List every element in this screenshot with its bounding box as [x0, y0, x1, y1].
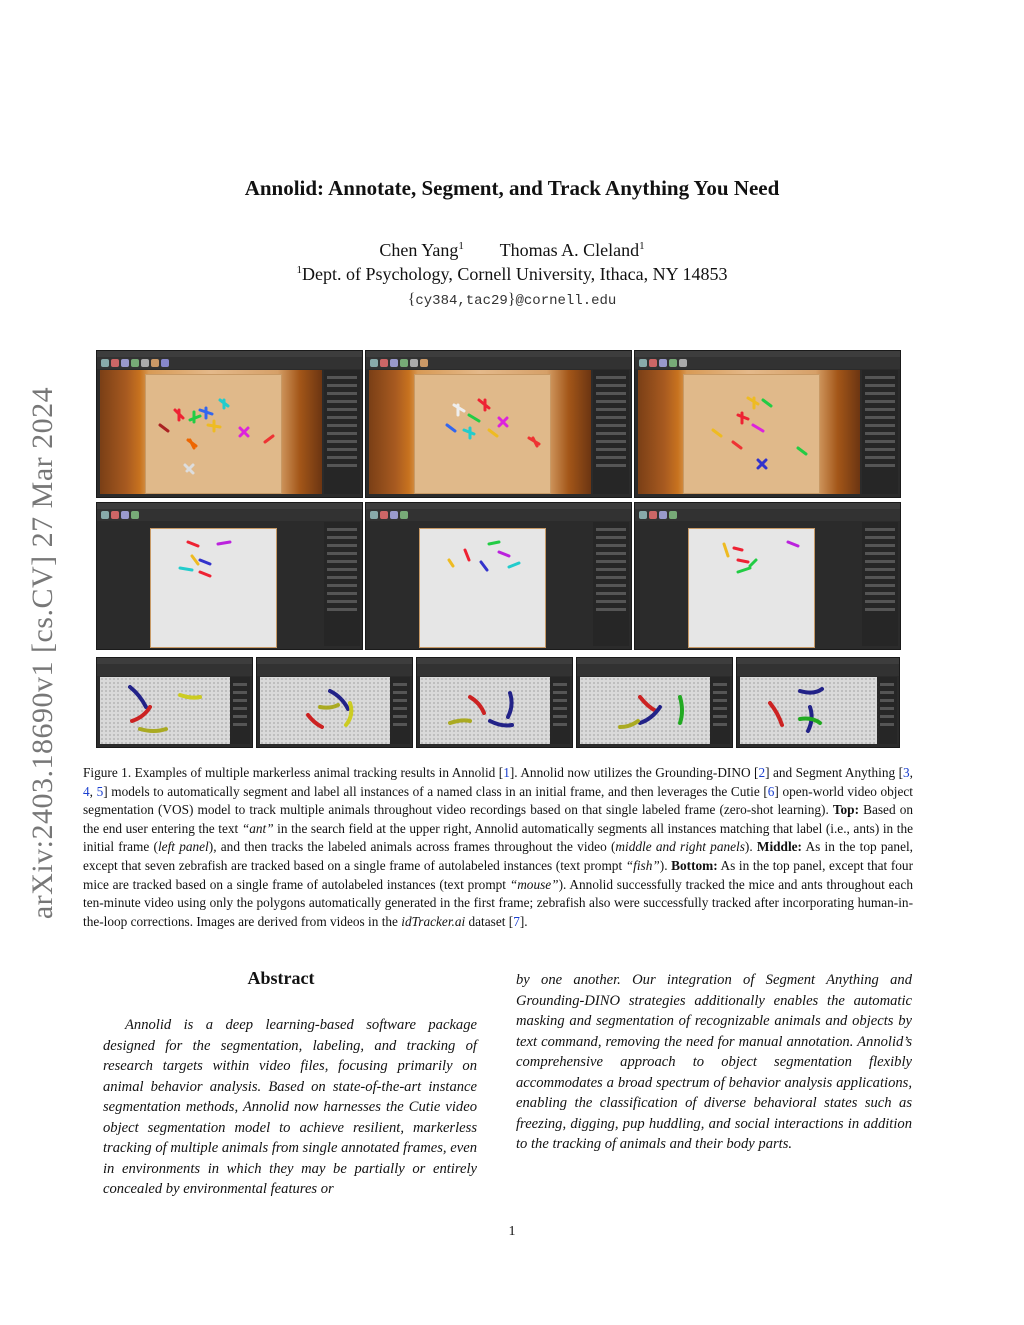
mouse-masks: [740, 677, 877, 747]
citation-link[interactable]: 4: [83, 783, 90, 799]
paper-title: Annolid: Annotate, Segment, and Track Anything You Need: [244, 176, 780, 200]
mouse-panel-3: [416, 657, 573, 748]
figure-caption: [83, 764, 913, 931]
ant-masks: [369, 370, 591, 494]
abstract-left-column: Annolid is a deep learning-based software package designed for the segmentation, labeling, and tracking of research targets within video files, focusing primarily on animal behavior analysis. Based on state-of-the-art instance segmentation methods, Annolid now harnesses the Cutie video object segmentation model to achieve resilient, markerless tracking of multiple animals from single annotated frames, even in environments in which they may be partially or entirely concealed by environmental features or: [103, 1017, 477, 1197]
caption-text: ] and Segment Anything [: [765, 765, 904, 780]
arxiv-identifier: [18, 350, 68, 955]
caption-text: ] open-world video object segmentation (VOS) model to track multiple animals throughout video recordings based on that single labeled frame (zero-shot learning).: [83, 783, 913, 818]
caption-text: ), and then tracks the labeled animals across frames throughout the video (: [208, 839, 616, 855]
caption-text: ] models to automatically segment and label all instances of a named class in an initial frame, and then leverages the Cutie [: [103, 783, 768, 799]
caption-text: As in the top panel, except that seven zebrafish are tracked based on a single frame of autolabeled instances (text prompt: [83, 839, 913, 873]
caption-text: “ant”: [241, 820, 274, 836]
citation-link[interactable]: 3: [903, 765, 910, 780]
mouse-panel-4: [576, 657, 733, 748]
author-2: Thomas A. Cleland$^1$: [499, 240, 645, 260]
mouse-masks: [580, 677, 710, 747]
caption-text: left panel: [157, 839, 209, 855]
citation-link[interactable]: 5: [96, 783, 104, 799]
caption-text: As in the top panel, except that four mice are tracked based on a single frame of autolabeled instances (text prompt: [83, 857, 914, 892]
caption-text: Middle:: [756, 839, 802, 855]
caption-text: Figure 1. Examples of multiple markerless animal tracking results in Annolid [: [83, 765, 504, 780]
citation-link[interactable]: 1: [503, 765, 510, 780]
ant-panel-left: [96, 350, 363, 498]
caption-text: “mouse”: [509, 876, 559, 892]
caption-text: Top:: [832, 802, 859, 818]
caption-text: Bottom:: [671, 857, 718, 873]
fish-masks: [369, 522, 591, 646]
author-list: [0, 240, 1024, 261]
mouse-masks: [260, 677, 390, 747]
citation-link[interactable]: 7: [513, 913, 520, 929]
caption-text: ). Annolid successfully tracked the mice and ants throughout each ten-minute video using only the polygons automatically generated in the first frame; zebrafish also were successfully tracked after incorporating human-in-the-loop corrections. Images are derived from videos in the: [83, 876, 913, 929]
ant-masks: [638, 370, 860, 494]
caption-text: ).: [659, 857, 672, 873]
fish-masks: [100, 522, 322, 646]
fish-panel-middle: [365, 502, 632, 650]
fish-masks: [638, 522, 860, 646]
ant-masks: [100, 370, 322, 494]
ant-panel-right: [634, 350, 901, 498]
caption-text: dataset [: [465, 913, 514, 929]
caption-text: ,: [909, 765, 913, 780]
arxiv-identifier-text: arXiv:2403.18690v1 [cs.CV] 27 Mar 2024: [26, 386, 59, 919]
citation-link[interactable]: 2: [758, 765, 766, 780]
caption-text: in the search field at the upper right, Annolid automatically segments all instances matching that label (i.e., ants) in the initial frame (: [83, 820, 914, 855]
citation-link[interactable]: 6: [767, 783, 775, 799]
caption-text: ,: [89, 783, 97, 799]
abstract-heading: Abstract: [247, 968, 315, 988]
mouse-masks: [100, 677, 230, 747]
mouse-panel-2: [256, 657, 413, 748]
caption-text: Based on the end user entering the text: [83, 802, 913, 836]
caption-text: “fish”: [625, 857, 660, 873]
author-1: Chen Yang$^1$: [379, 240, 464, 260]
page-number: 1: [508, 1224, 516, 1239]
mouse-masks: [420, 677, 550, 747]
mouse-panel-5: [736, 657, 900, 748]
caption-text: ).: [744, 839, 757, 855]
author-email[interactable]: {cy384,tac29}@cornell.edu: [407, 291, 617, 309]
fish-panel-right: [634, 502, 901, 650]
caption-text: middle and right panels: [615, 839, 745, 855]
ant-panel-middle: [365, 350, 632, 498]
abstract-right-column: by one another. Our integration of Segment Anything and Grounding-DINO strategies additionally enables the automatic masking and segmentation of recognizable animals and objects by text command, removing the need for manual annotation. Annolid’s comprehensive approach to object segmentation flexibly accommodates a broad spectrum of behavior analysis applications, enabling the classification of diverse behavioral states such as freezing, digging, pup huddling, and social interactions in addition to the tracking of animals and their body parts.: [516, 972, 912, 1152]
caption-text: ]. Annolid now utilizes the Grounding-DINO [: [509, 765, 759, 780]
fish-panel-left: [96, 502, 363, 650]
caption-text: idTracker.ai: [401, 913, 466, 929]
mouse-panel-1: [96, 657, 253, 748]
affiliation: $^1$Dept. of Psychology, Cornell University, Ithaca, NY 14853: [296, 264, 728, 284]
caption-text: ].: [519, 913, 528, 929]
